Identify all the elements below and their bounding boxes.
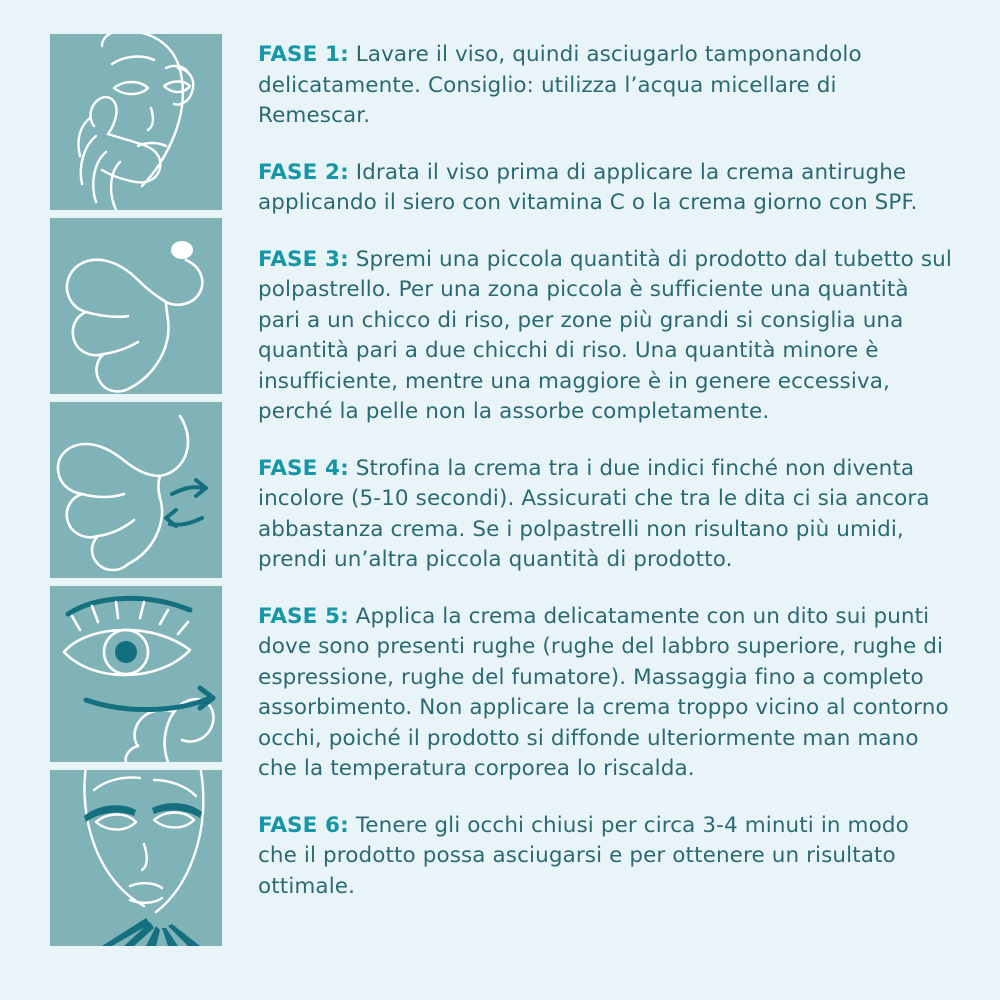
step-5-text: Applica la crema delicatamente con un dito sui punti dove sono presenti rughe (rughe del labbro superiore, rughe di espressione, rughe del fumatore). Massaggia fino a completo assorbimento. Non applicare la crema troppo vicino al contorno occhi, poiché il prodotto si diffonde ulteriormente man mano che la temperatura corporea lo riscalda. (258, 603, 949, 782)
step-2 (258, 158, 952, 219)
step-4-text: Strofina la crema tra i due indici finché non diventa incolore (5-10 secondi). Assicurati che tra le dita ci sia ancora abbastanza crema. Se i polpastrelli non risultano più umidi, prendi un’altra piccola quantità di prodotto. (258, 455, 930, 573)
apply-eye-area-illustration (50, 586, 222, 762)
step-3-text: Spremi una piccola quantità di prodotto dal tubetto sul polpastrello. Per una zona piccola è sufficiente una quantità pari a un chicco di riso, per zone più grandi si consiglia una quantità pari a due chicchi di riso. Una quantità minore è insufficiente, mentre una maggiore è in genere eccessiva, perché la pelle non la assorbe completamente. (258, 246, 952, 425)
step-1-label: FASE 1: (258, 42, 349, 67)
step-3 (258, 245, 952, 428)
illustration-column (50, 34, 222, 970)
step-2-label: FASE 2: (258, 159, 349, 185)
step-4 (258, 454, 952, 576)
step-6-label: FASE 6: (258, 812, 349, 838)
step-1-text: Lavare il viso, quindi asciugarlo tamponandolo delicatamente. Consiglio: utilizza l’acqua micellare di Remescar. (258, 42, 862, 129)
step-6 (258, 811, 952, 903)
rub-fingers-illustration (50, 402, 222, 578)
step-5 (258, 602, 952, 785)
squeeze-product-illustration (50, 218, 222, 394)
step-2-text: Idrata il viso prima di applicare la crema antirughe applicando il siero con vitamina C o la crema giorno con SPF. (258, 159, 918, 216)
steps-column (222, 34, 952, 970)
step-5-label: FASE 5: (258, 603, 349, 629)
closed-eyes-illustration (50, 770, 222, 946)
step-1 (258, 40, 952, 132)
step-6-text: Tenere gli occhi chiusi per circa 3-4 minuti in modo che il prodotto possa asciugarsi e per ottenere un risultato ottimale. (258, 812, 909, 899)
step-4-label: FASE 4: (258, 455, 349, 481)
step-3-label: FASE 3: (258, 246, 349, 272)
washing-face-illustration (50, 34, 222, 210)
